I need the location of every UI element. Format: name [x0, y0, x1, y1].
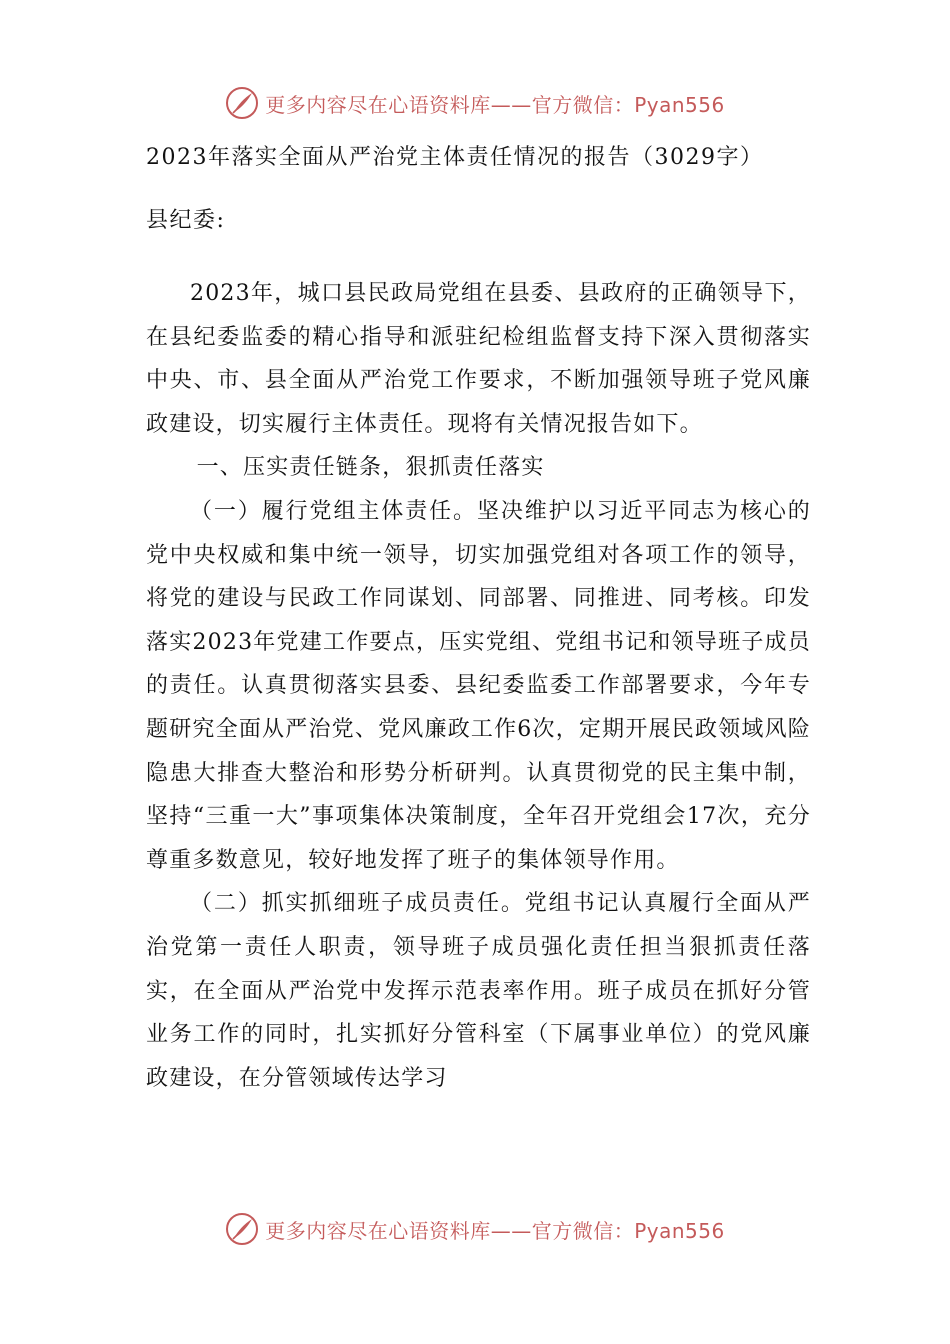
watermark-banner-bottom — [0, 1209, 950, 1249]
document-title: 2023年落实全面从严治党主体责任情况的报告（3029字） — [146, 145, 764, 170]
paragraph: （一）履行党组主体责任。坚决维护以习近平同志为核心的党中央权威和集中统一领导，切实加强党组对各项工作的领导，将党的建设与民政工作同谋划、同部署、同推进、同考核。印发落实2023年党建工作要点，压实党组、党组书记和领导班子成员的责任。认真贯彻落实县委、县纪委监委工作部署要求，今年专题研究全面从严治党、党风廉政工作6次，定期开展民政领域风险隐患大排查大整治和形势分析研判。认真贯彻党的民主集中制，坚持“三重一大”事项集体决策制度，全年召开党组会17次，充分尊重多数意见，较好地发挥了班子的集体领导作用。 — [146, 498, 811, 873]
paragraph: 2023年，城口县民政局党组在县委、县政府的正确领导下，在县纪委监委的精心指导和派驻纪检组监督支持下深入贯彻落实中央、市、县全面从严治党工作要求，不断加强领导班子党风廉政建设，切实履行主体责任。现将有关情况报告如下。 — [146, 281, 811, 437]
paragraph: （二）抓实抓细班子成员责任。党组书记认真履行全面从严治党第一责任人职责，领导班子成员强化责任担当狠抓责任落实，在全面从严治党中发挥示范表率作用。班子成员在抓好分管业务工作的同时，扎实抓好分管科室（下属事业单位）的党风廉政建设，在分管领域传达学习 — [146, 891, 811, 1091]
watermark-banner-top — [0, 83, 950, 123]
section-heading: 一、压实责任链条，狠抓责任落实 — [196, 455, 545, 481]
quill-pen-icon — [225, 86, 259, 120]
quill-pen-icon — [225, 1212, 259, 1246]
salutation: 县纪委: — [146, 208, 226, 233]
watermark-text: 更多内容尽在心语资料库——官方微信：Pyan556 — [265, 1218, 725, 1243]
watermark-text: 更多内容尽在心语资料库——官方微信：Pyan556 — [265, 92, 725, 117]
document-text — [146, 272, 811, 1100]
